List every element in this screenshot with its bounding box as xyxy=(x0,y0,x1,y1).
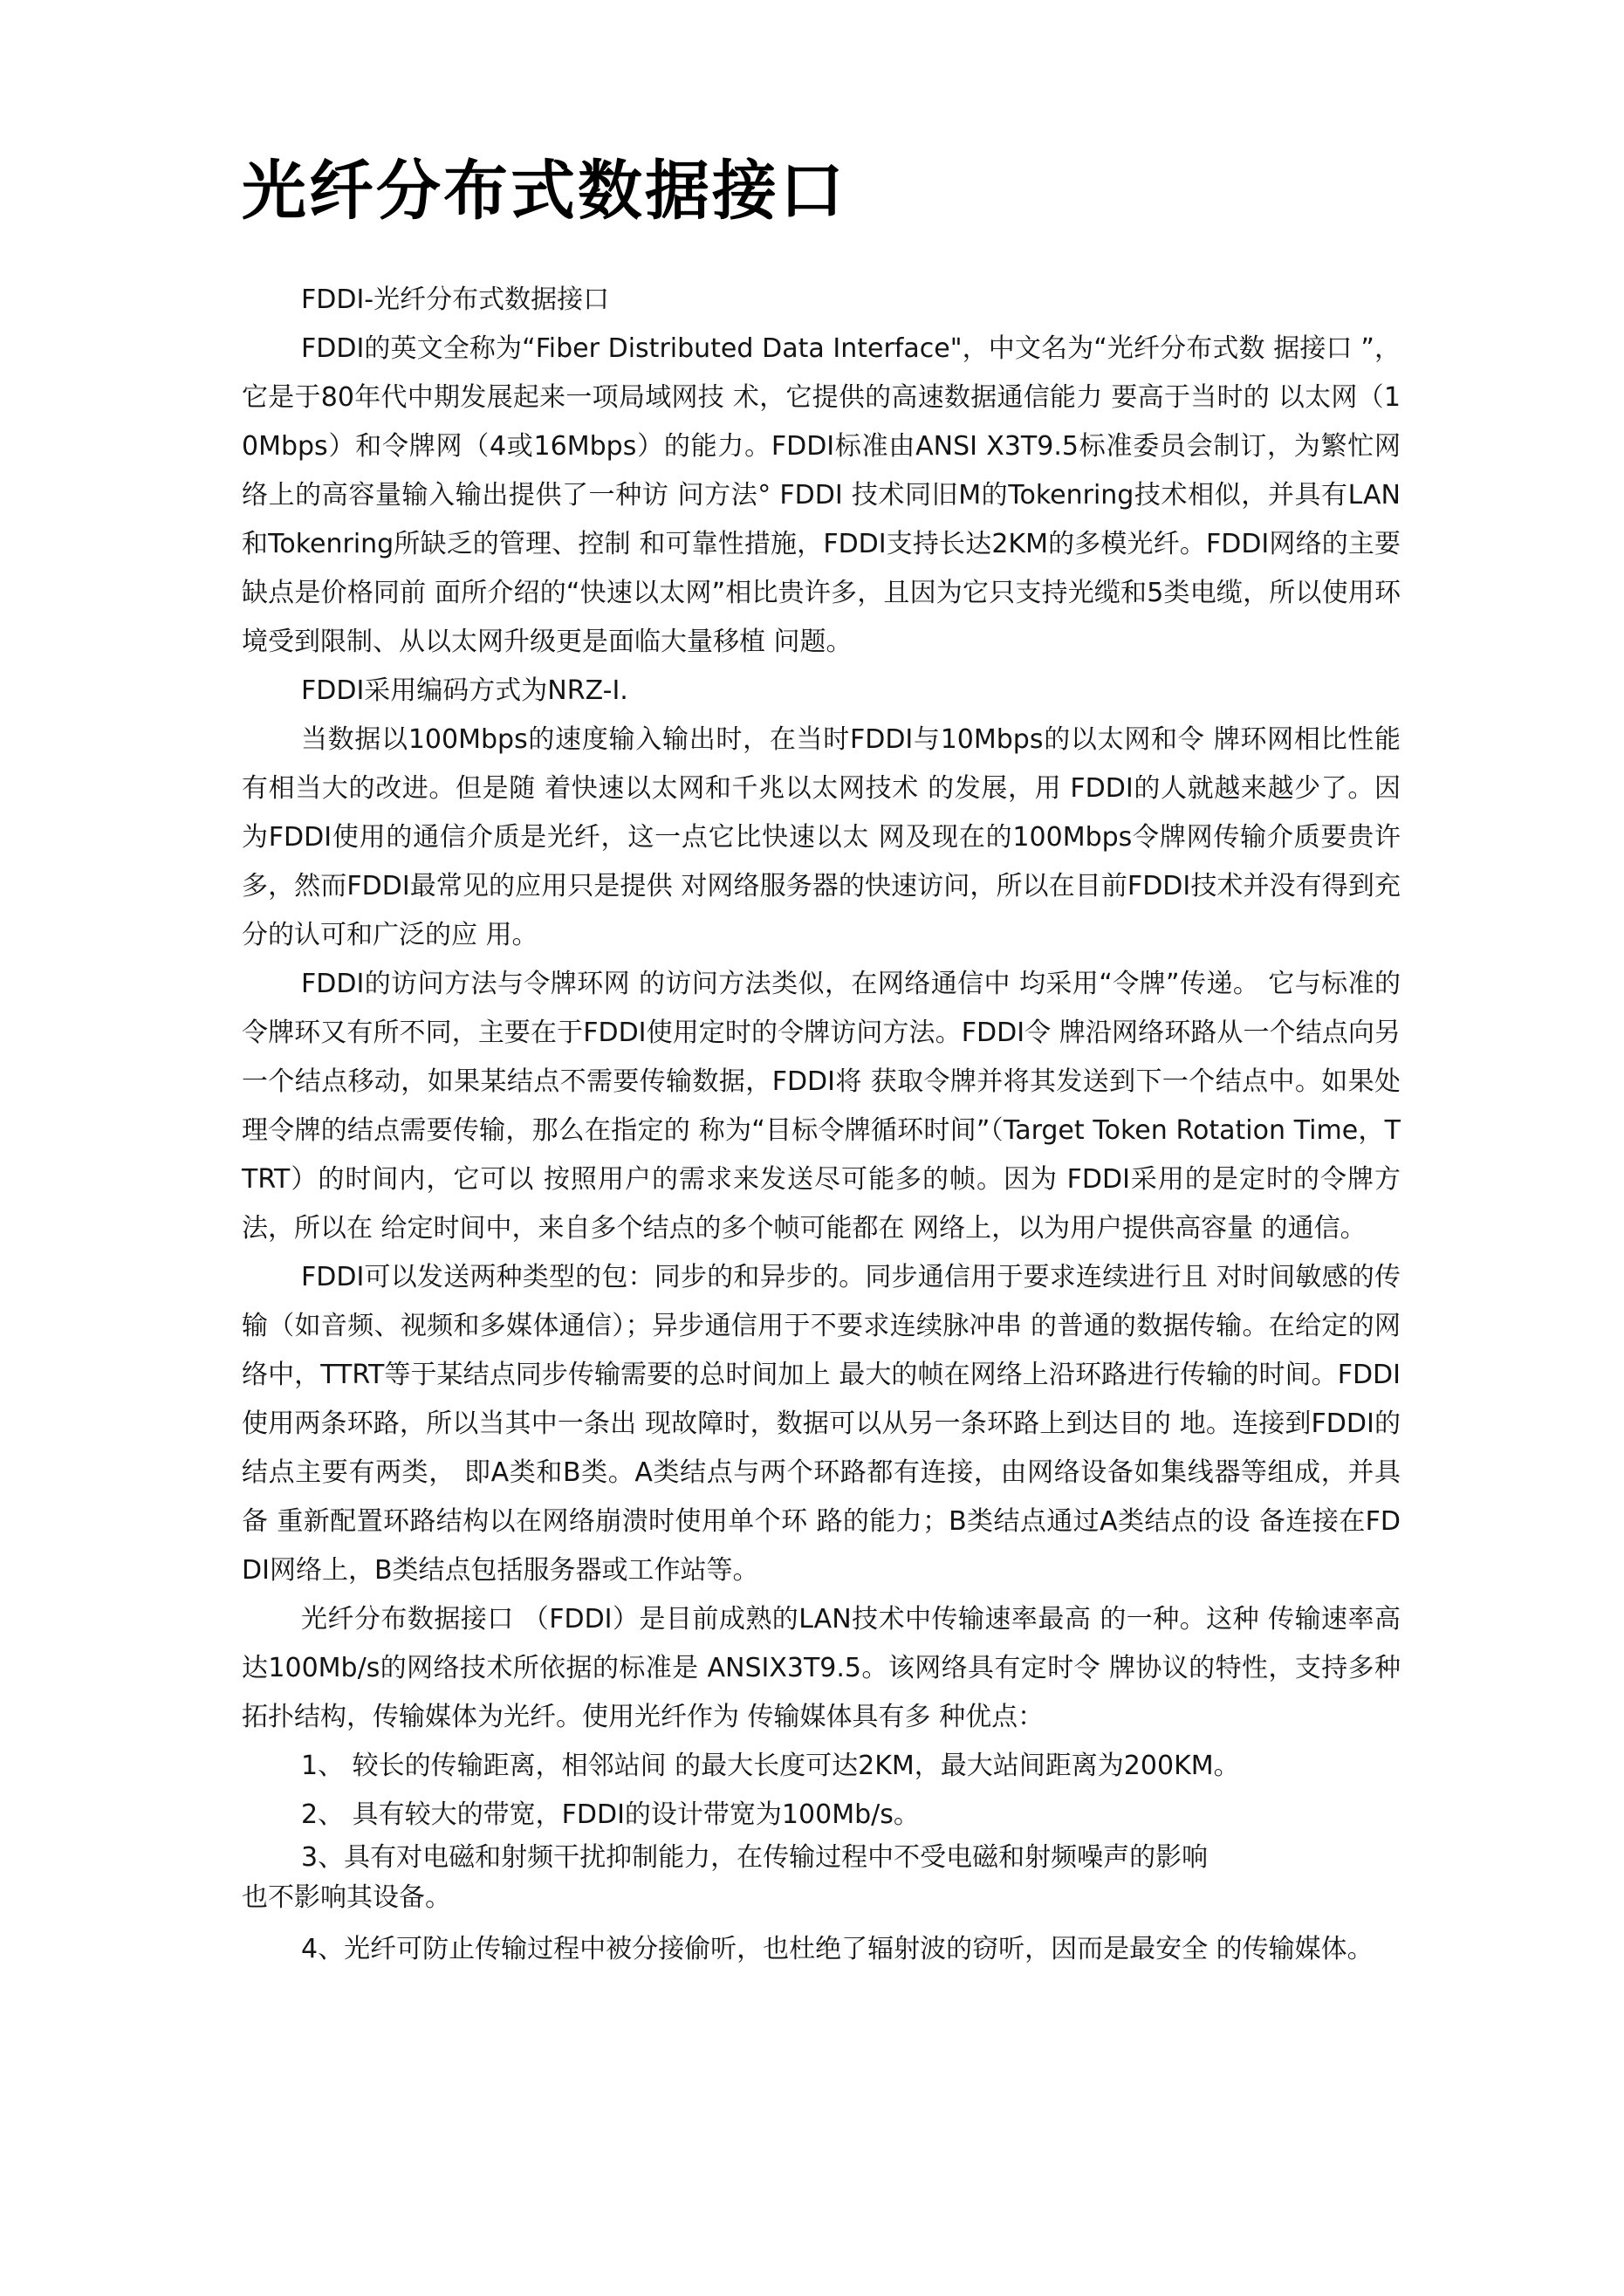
document-title: 光纤分布式数据接口 xyxy=(242,154,846,229)
list-item-interference: 3、具有对电磁和射频干扰抑制能力，在传输过程中不受电磁和射频噪声的影响 xyxy=(301,1842,1209,1873)
list-item-distance: 1、 较长的传输距离，相邻站间 的最大长度可达2KM，最大站间距离为200KM。 xyxy=(301,1751,1240,1781)
paragraph-fddi-intro: FDDI的英文全称为“Fiber Distributed Data Interface"，中文名为“光纤分布式数 据接口 ”，它是于80年代中期发展起来一项局域网技 术，它提供的高速数据通信能力 要高于当时的 以太网（10Mbps）和令牌网（4或16Mbps）的能力。FDDI标准由ANSI X3T9.5标准委员会制订，为繁忙网络上的高容量输入输出提供了一种访 问方法° FDDI 技术同旧M的Tokenring技术相似，并具有LAN和Tokenring所缺乏的管理、控制 和可靠性措施，FDDI支持长达2KM的多模光纤。FDDI网络的主要缺点是价格同前 面所介绍的“快速以太网”相比贵许多，且因为它只支持光缆和5类电缆，所以使用环 境受到限制、从以太网升级更是面临大量移植 问题。 xyxy=(242,333,1401,657)
paragraph-packet-types: FDDI可以发送两种类型的包：同步的和异步的。同步通信用于要求连续进行且 对时间敏感的传输（如音频、视频和多媒体通信）；异步通信用于不要求连续脉冲串 的普通的数据传输。在给定的网络中，TTRT等于某结点同步传输需要的总时间加上 最大的帧在网络上沿环路进行传输的时间。FDDI使用两条环路，所以当其中一条出 现故障时，数据可以从另一条环路上到达目的 地。连接到FDDI的结点主要有两类， 即A类和B类。A类结点与两个环路都有连接，由网络设备如集线器等组成，并具备 重新配置环路结构以在网络崩溃时使用单个环 路的能力；B类结点通过A类结点的设 备连接在FDDI网络上，B类结点包括服务器或工作站等。 xyxy=(242,1262,1401,1586)
list-item-interference-continued: 也不影响其设备。 xyxy=(242,1882,451,1913)
paragraph-subtitle: FDDI-光纤分布式数据接口 xyxy=(301,284,610,315)
list-item-bandwidth: 2、 具有较大的带宽，FDDI的设计带宽为100Mb/s。 xyxy=(301,1799,920,1830)
paragraph-access-method: FDDI的访问方法与令牌环网 的访问方法类似，在网络通信中 均采用“令牌”传递。 它与标准的令牌环又有所不同，主要在于FDDI使用定时的令牌访问方法。FDDI令 牌沿网络环路从一个结点向另一个结点移动，如果某结点不需要传输数据，FDDI将 获取令牌并将其发送到下一个结点中。如果处理令牌的结点需要传输，那么在指定的 称为“目标令牌循环时间”（Target Token Rotation Time，TTRT）的时间内，它可以 按照用户的需求来发送尽可能多的帧。因为 FDDI采用的是定时的令牌方法，所以在 给定时间中，来自多个结点的多个帧可能都在 网络上，以为用户提供高容量 的通信。 xyxy=(242,969,1401,1244)
paragraph-fiber-advantages: 光纤分布数据接口 （FDDI）是目前成熟的LAN技术中传输速率最高 的一种。这种 传输速率高达100Mb/s的网络技术所依据的标准是 ANSIX3T9.5。该网络具有定时令 牌协议的特性，支持多种拓扑结构，传输媒体为光纤。使用光纤作为 传输媒体具有多 种优点： xyxy=(242,1604,1401,1732)
paragraph-encoding: FDDI采用编码方式为NRZ-I. xyxy=(301,675,628,706)
paragraph-performance: 当数据以100Mbps的速度输入输出时，在当时FDDI与10Mbps的以太网和令 牌环网相比性能有相当大的改进。但是随 着快速以太网和千兆以太网技术 的发展，用 FDDI的人就越来越少了。因为FDDI使用的通信介质是光纤，这一点它比快速以太 网及现在的100Mbps令牌网传输介质要贵许多，然而FDDI最常见的应用只是提供 对网络服务器的快速访问，所以在目前FDDI技术并没有得到充分的认可和广泛的应 用。 xyxy=(242,724,1401,950)
list-item-security: 4、光纤可防止传输过程中被分接偷听，也杜绝了辐射波的窃听，因而是最安全 的传输媒体。 xyxy=(301,1934,1374,1964)
document-body xyxy=(242,276,1401,1974)
